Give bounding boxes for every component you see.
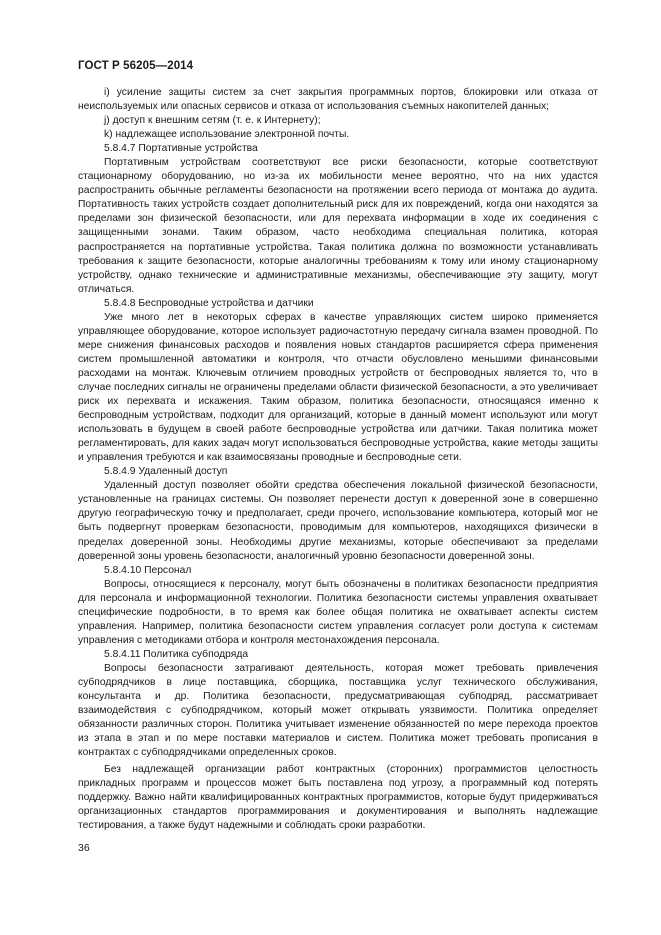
section-heading-5-8-4-10: 5.8.4.10 Персонал bbox=[104, 564, 192, 576]
paragraph-wireless-devices: Уже много лет в некоторых сферах в качестве управляющих систем широко применяется управляющее оборудование, которое использует радиочастотную передачу сигнала взамен проводной. По мере снижения финансовых расходов и появления новых стандартов расширяется сфера применения систем промышленной автоматики и контроля, что отчасти обусловлено меньшими финансовыми расходами на монтаж. Ключевым отличием проводных устройств от беспроводных является то, что в случае последних сигналы не ограничены пределами области физической безопасности, а это увеличивает риск их перехвата и искажения. Таким образом, политика безопасности, относящаяся именно к беспроводным устройствам, подходит для организаций, которые в данный момент используют или могут использовать в будущем в своей работе беспроводные устройства или датчики. Такая политика может регламентировать, для каких задач могут использоваться беспроводные устройства, какие методы защиты и управления требуются и как взаимосвязаны проводные и беспроводные сети. bbox=[78, 311, 598, 464]
paragraph-contract-programmers: Без надлежащей организации работ контрактных (сторонних) программистов целостность прикладных программ и процессов может быть поставлена под угрозу, а программный код потерять поддержку. Важно найти квалифицированных контрактных программистов, которые будут придерживаться организационных стандартов программирования и документирования и выполнять надлежащие тестирования, а также будут надежными и соблюдать сроки разработки. bbox=[78, 764, 598, 832]
paragraph-portable-devices: Портативным устройствам соответствуют все риски безопасности, которые соответствуют стационарному оборудованию, но из-за их мобильности менее вероятно, что на них удастся распространить обычные регламенты безопасности на протяжении всего периода от монтажа до аудита. Портативность таких устройств создает дополнительный риск для их повреждений, когда они находятся за пределами зон физической безопасности, или для перехвата информации в ходе их соединения с защищенными зонами. Таким образом, часто необходима специальная политика, которая распространяется на портативные устройства. Такая политика должна по возможности устанавливать требования к защите безопасности, которые аналогичны требованиям к тому или иному стационарному устройству, однако технические и административные механизмы, обеспечивающие эту защиту, могут отличаться. bbox=[78, 157, 598, 295]
section-heading-5-8-4-7: 5.8.4.7 Портативные устройства bbox=[104, 143, 258, 155]
page-body bbox=[78, 86, 598, 833]
paragraph-remote-access: Удаленный доступ позволяет обойти средства обеспечения локальной физической безопасности, установленные на границах системы. Он позволяет перенести доступ к доверенной зоне в совершенно другую географическую точку и предполагает, среди прочего, использование компьютера, который мог не быть подвергнут проверкам безопасности, проводимым для компьютеров, находящихся физически в пределах доверенной зоны. Необходимы другие механизмы, которые обеспечивают за пределами доверенной зоны уровень безопасности, аналогичный уровню безопасности доверенной зоны. bbox=[78, 480, 598, 562]
section-heading-5-8-4-8: 5.8.4.8 Беспроводные устройства и датчики bbox=[104, 297, 314, 309]
paragraph-subcontracting: Вопросы безопасности затрагивают деятельность, которая может требовать привлечения субподрядчиков в лице поставщика, сборщика, поставщика услуг технического обслуживания, консультанта и др. Политика безопасности, предусматривающая субподряд, рассматривает взаимодействия с субподрядчиком, который может открывать уязвимости. Политика определяет обязанности различных сторон. Политика учитывает изменение обязанностей по мере перехода проектов из этапа в этап и по мере поставки материалов и систем. Политика может требовать прописания в контрактах с субподрядчиками определенных сроков. bbox=[78, 662, 598, 759]
list-item-k: k) надлежащее использование электронной почты. bbox=[104, 129, 350, 141]
section-heading-5-8-4-11: 5.8.4.11 Политика субподряда bbox=[104, 648, 249, 660]
page-number: 36 bbox=[78, 842, 90, 854]
list-item-j: j) доступ к внешним сетям (т. е. к Интернету); bbox=[104, 115, 321, 127]
list-item-i: i) усиление защиты систем за счет закрытия программных портов, блокировки или отказа от неиспользуемых или опасных сервисов и отказа от использования съемных накопителей данных; bbox=[78, 87, 598, 113]
section-heading-5-8-4-9: 5.8.4.9 Удаленный доступ bbox=[104, 466, 228, 478]
standard-title: ГОСТ Р 56205—2014 bbox=[78, 60, 194, 72]
paragraph-personnel: Вопросы, относящиеся к персоналу, могут быть обозначены в политиках безопасности предприятия для персонала и информационной технологии. Политика безопасности системы управления охватывает специфические подробности, в то время как более общая политика не охватывает аспекты систем управления. Например, политика безопасности систем управления согласует роли доступа к системам управления с методиками отбора и контроля местонахождения персонала. bbox=[78, 578, 598, 646]
